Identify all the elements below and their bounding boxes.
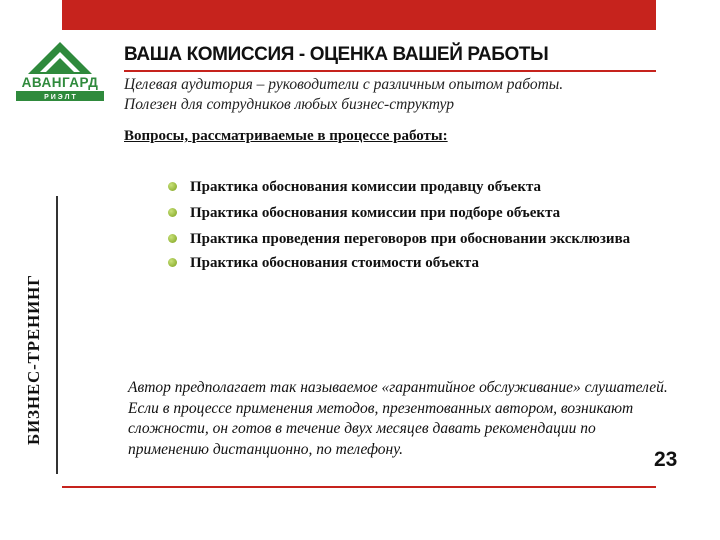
- list-item-text: Практика проведения переговоров при обосновании эксклюзива: [190, 231, 631, 247]
- bullet-dot-icon: [168, 258, 177, 267]
- list-item-text: Практика обоснования комиссии продавцу объекта: [190, 179, 542, 195]
- logo-name: АВАНГАРД: [21, 75, 99, 90]
- audience-description: [124, 75, 684, 115]
- title-underline: [124, 70, 656, 72]
- bottom-rule: [62, 486, 656, 488]
- logo-tagline: Р И Э Л Т: [44, 94, 76, 101]
- list-item: [168, 204, 658, 222]
- top-banner-bar: [62, 0, 656, 30]
- questions-list: [168, 178, 658, 280]
- list-item: [168, 230, 658, 248]
- page-title: ВАША КОМИССИЯ - ОЦЕНКА ВАШЕЙ РАБОТЫ: [124, 44, 549, 65]
- audience-line-2: Полезен для сотрудников любых бизнес-структур: [124, 96, 454, 113]
- bullet-dot-icon: [168, 208, 177, 217]
- avangard-logo: [10, 40, 110, 104]
- list-item-text: Практика обоснования комиссии при подборе объекта: [190, 205, 561, 221]
- list-item: [168, 254, 658, 272]
- page-number: 23: [654, 448, 678, 471]
- questions-heading: Вопросы, рассматриваемые в процессе работы:: [124, 128, 448, 144]
- side-label: БИЗНЕС-ТРЕНИНГ: [24, 274, 43, 445]
- guarantee-note: Автор предполагает так называемое «гарантийное обслуживание» слушателей. Если в процессе применения методов, презентованных автором, возникают сложности, он готов в течение двух месяцев давать рекомендации по применению дистанционно, по телефону.: [128, 379, 668, 458]
- list-item-text: Практика обоснования стоимости объекта: [190, 255, 479, 271]
- list-item: [168, 178, 658, 196]
- audience-line-1: Целевая аудитория – руководители с различным опытом работы.: [124, 76, 564, 93]
- side-divider: [56, 196, 58, 474]
- bullet-dot-icon: [168, 234, 177, 243]
- bullet-dot-icon: [168, 182, 177, 191]
